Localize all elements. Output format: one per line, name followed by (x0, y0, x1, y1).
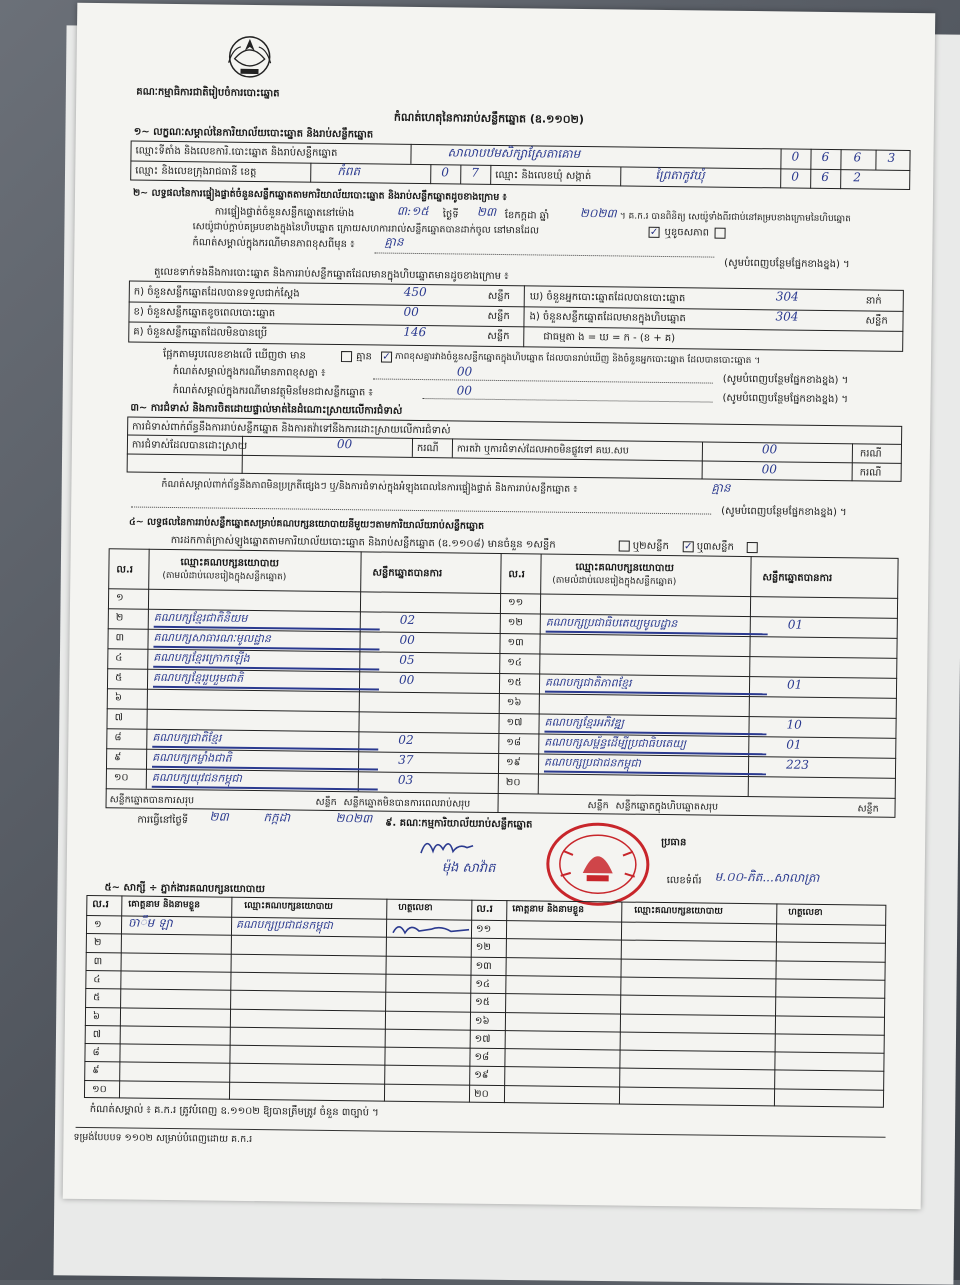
party-row-name: គណបក្សជាតិភាពខ្មែរ (544, 675, 632, 690)
witness-row-number: ៦ (92, 1010, 101, 1022)
irregularity-note-label: កំណត់សម្គាល់ពាក់ព័ន្ធនឹងភាពមិនប្រក្រតីផ្សេងៗ ឬ/និងការជំទាស់ក្នុងអំឡុងពេលនៃការផ្ទៀងផ្ទាត់ និងការរាប់សន្លឹកឆ្នោត ៖ (161, 478, 578, 495)
tally-1-checkbox[interactable] (619, 540, 630, 551)
unit-a: សន្លឹក (487, 290, 511, 303)
province-label: ឈ្មោះ និងលេខក្រុងរាជធានី ខេត្ត (135, 165, 257, 179)
province-digit-2: 7 (471, 165, 480, 180)
date-day: ២៣ (209, 809, 229, 824)
irregularity-note-value: គ្មាន (711, 480, 731, 495)
office-code-value: ម.០០-ភិត...សាលាត្រា (714, 869, 820, 885)
witness-row-number: ២ (93, 937, 102, 949)
w-col-name-right: គោត្តនាម និងនាមខ្លួន (512, 904, 585, 916)
commune-label: ឈ្មោះ និងលេខឃុំ សង្កាត់ (495, 169, 592, 183)
ballots-in-box-value: 304 (775, 309, 799, 324)
section1-heading: ១~ លក្ខណៈសម្គាល់នៃការិយាល័យបោះឆ្នោត និងរាប់សន្លឹកឆ្នោត (133, 126, 374, 141)
ballots-unused-label: គ) ចំនួនសន្លឹកឆ្នោតដែលមិនបានប្រើ (133, 326, 268, 340)
row3-value: 00 (761, 462, 778, 477)
party-row-votes: 10 (786, 717, 802, 732)
formula-text: ជាធម្មតា ង = ឃ = ក - (ខ + គ) (543, 331, 676, 345)
witness-row-number: ៧ (92, 1028, 102, 1040)
org-name: គណៈកម្មាធិការជាតិរៀបចំការបោះឆ្នោត (136, 86, 280, 100)
witness-row-number: ១ (94, 919, 102, 931)
w-col-no-left: ល.រ (92, 899, 109, 911)
witness-name: ចាឹម ឡា (128, 915, 173, 931)
party-row-votes: 223 (785, 757, 810, 772)
party-row-number: ១៦ (506, 697, 522, 709)
discrepancy-yes-checkbox[interactable] (341, 351, 352, 362)
party-row-name: គណបក្សកម្លាំងជាតិ (152, 750, 232, 765)
unit-d: នាក់ (865, 295, 882, 307)
party-row-number: ១ (116, 592, 124, 604)
verify-year: ២០២៣ (579, 205, 617, 221)
office-code-label: លេខទំព័រ (666, 875, 702, 887)
verify-line-c: ខែកក្កដា ឆ្នាំ (504, 210, 550, 222)
note2-value: 00 (456, 364, 473, 379)
w-col-party-left: ឈ្មោះគណបក្សនយោបាយ (244, 900, 333, 912)
party-row-number: ៩ (114, 752, 122, 764)
party-row-name: គណបក្សខ្មែរជាតិនិយម (153, 610, 248, 625)
discrepancy-no-label: គ្មាន (355, 351, 372, 363)
witness-row-number: ១០ (91, 1083, 107, 1095)
fill-hint-1: (សូមបំពេញបន្ថែមផ្នែកខាងខ្នង) ។ (724, 257, 850, 271)
chair-label: ប្រធាន (661, 836, 687, 849)
objections-row1: ការជំទាស់ពាក់ព័ន្ធនឹងការរាប់សន្លឹកឆ្នោត និងការតវ៉ាទៅនឹងការដោះស្រាយលើការជំទាស់ (132, 421, 451, 437)
party-row-votes: 02 (399, 612, 416, 627)
note1-value: គ្មាន (384, 234, 404, 249)
party-row-number: ៨ (114, 732, 122, 744)
party-row-number: ១០ (113, 772, 129, 784)
w-col-sign-right: ហត្ថលេខា (788, 907, 823, 918)
party-row-number: ៥ (115, 672, 123, 684)
appeal-label: ការតវ៉ា ឬការជំទាស់ដែលអាចមិនផ្លូវទៅ គឃ.សប (456, 443, 629, 457)
office-name-value: សាលាបឋមសិក្សាស្រែតាគោម (447, 145, 581, 161)
province-digit-1: 0 (441, 165, 450, 180)
col-party-left: ឈ្មោះគណបក្សនយោបាយ (180, 557, 280, 570)
col-votes-left: សន្លឹកឆ្នោតបានការ (372, 567, 443, 580)
resolved-value: 00 (336, 437, 353, 452)
voters-value: 304 (775, 289, 799, 304)
date-label: ការធ្វើនៅថ្ងៃទី (137, 814, 189, 827)
party-row-name: គណបក្សយុវជនកម្ពុជា (151, 770, 242, 785)
witness-row-number: ៨ (92, 1047, 100, 1059)
verify-line-2: សេយ៉ូជាប់ក្ដាប់គម្របខាងក្នុងនៃហិបឆ្នោត ក្រោយសហការរាល់សន្លឹកឆ្នោតបានដាក់ចូល នៅមានដែល (192, 221, 540, 237)
party-row-name: គណបក្សប្រជាជនកម្ពុជា (544, 755, 641, 770)
witness-row-number: ១៨ (474, 1051, 490, 1064)
party-row-votes: 02 (398, 732, 414, 747)
note1-label: កំណត់សម្គាល់ក្នុងករណីមានភាពខុសពីមុន ៖ (192, 237, 355, 251)
tally-2-label: ឬ២សន្លឹក (632, 540, 669, 553)
tally-sheet-line: ការដកកាត់ក្រាស់ឡូងឆ្នោតតាមការិយាល័យបោះឆ្នោត និងរាប់សន្លឹកឆ្នោត (ឧ.១១០៨) មានចំនួន ១សន្លឹក (170, 534, 556, 551)
party-row-number: ១៧ (506, 717, 523, 729)
party-row-number: ១១ (507, 597, 524, 609)
party-row-number: ៦ (114, 692, 123, 704)
party-row-votes: 00 (399, 632, 415, 647)
ballots-unused-value: 146 (403, 324, 427, 340)
office-code-digit-1: 0 (791, 149, 800, 164)
office-code-digit-4: 3 (887, 150, 896, 165)
seal-intact-checkbox[interactable]: ✓ (649, 226, 659, 238)
witness-party: គណបក្សប្រជាជនកម្ពុជា (236, 917, 333, 932)
fill-hint-3: (សូមបំពេញបន្ថែមផ្នែកខាងខ្នង) ។ (722, 392, 849, 406)
office-code-digit-2: 6 (821, 149, 830, 164)
w-col-party-right: ឈ្មោះគណបក្សនយោបាយ (634, 905, 723, 917)
party-row-votes: 03 (397, 772, 414, 787)
party-row-number: ១៨ (506, 737, 522, 749)
table-intro: តួលេខទាក់ទងនឹងការបោះឆ្នោត និងការរាប់សន្លឹកឆ្នោតដែលមានក្នុងហិបឆ្នោតមានដូចខាងក្រោម ៖ (153, 266, 509, 283)
office-name-label: ឈ្មោះទីតាំង និងលេខការិ.បោះឆ្នោត និងរាប់សន្លឹកឆ្នោត (135, 145, 338, 159)
col-party-left-sub: (តាមលំដាប់លេខរៀងក្នុងសន្លឹកឆ្នោត) (162, 570, 287, 583)
party-row-votes: 01 (786, 737, 802, 752)
appeal-value: 00 (761, 442, 778, 457)
party-row-name: គណបក្សខ្មែរក្រោកឡើង (153, 650, 250, 665)
col-no-left: ល.រ (116, 564, 133, 576)
fill-hint-4: (សូមបំពេញបន្ថែមផ្នែកខាងខ្នង) ។ (721, 505, 847, 519)
party-row-number: ១៤ (507, 657, 523, 669)
party-row-votes: 00 (399, 672, 415, 687)
party-row-name: គណបក្សសាធារណៈមូលដ្ឋាន (153, 630, 271, 646)
party-row-votes: 05 (399, 652, 415, 667)
verify-line-a: ការផ្ទៀងផ្ទាត់ចំនួនសន្លឹកឆ្នោតនៅម៉ោង (214, 206, 355, 220)
party-row-number: ២០ (505, 777, 521, 789)
witness-row-number: ១១ (475, 923, 492, 935)
ballots-spoiled-label: ខ) ចំនួនសន្លឹកឆ្នោតខូចពេលបោះឆ្នោត (133, 306, 276, 320)
party-row-number: ២ (115, 612, 124, 624)
committee-label: ៩. គណៈកម្មការិយាល័យរាប់សន្លឹកឆ្នោត (385, 817, 533, 831)
party-row-votes: 01 (787, 617, 804, 632)
verify-line-d: ។ គ.ក.រ បានពិនិត្យ សេយ៉ូទាំងពីរជាប់នៅគម្របខាងក្រោមនៃហិបឆ្នោត (619, 211, 851, 225)
witness-row-number: ៤ (93, 973, 101, 986)
national-emblem-icon (222, 29, 277, 84)
section2-heading: ២~ លទ្ធផលនៃការផ្ទៀងផ្ទាត់ចំនួនសន្លឹកឆ្នោតតាមការិយាល័យបោះឆ្នោត និងរាប់សន្លឹកឆ្នោតដូចខាងក្រោម ៖ (132, 187, 507, 204)
voters-label: ឃ) ចំនួនអ្នកបោះឆ្នោតដែលបានបោះឆ្នោត (529, 291, 686, 305)
party-row-votes: 37 (398, 752, 414, 767)
w-col-no-right: ល.រ (476, 903, 493, 915)
section5-heading: ៥~ សាក្សី ÷ ភ្នាក់ងារគណបក្សនយោបាយ (104, 882, 265, 896)
discrepancy-line-2: ភាពខុសគ្នារវាងចំនួនសន្លឹកឆ្នោតក្នុងហិបឆ្នោត ដែលបានរាប់ឃើញ និងចំនួនអ្នកបោះឆ្នោត ដែលបានបោះឆ្នោត ។ (394, 351, 761, 367)
unit-e: សន្លឹក (865, 315, 888, 327)
seal-damaged-label: ឬខូចសភាព (664, 226, 710, 239)
ballots-in-box-label: ង) ចំនួនសន្លឹកឆ្នោតដែលមានក្នុងហិបឆ្នោត (529, 311, 686, 325)
party-row-number: ១៩ (506, 757, 521, 769)
note3-value: 00 (456, 383, 472, 398)
discrepancy-no-checkbox[interactable]: ✓ (382, 351, 391, 363)
witness-row-number: ៥ (93, 992, 101, 1004)
witness-row-number: ៣ (93, 955, 103, 967)
party-row-name: គណបក្សជាតិខ្មែរ (152, 730, 222, 745)
appeal-unit: ករណី (859, 448, 882, 460)
row3-unit: ករណី (859, 467, 882, 479)
party-row-number: ៧ (114, 712, 123, 724)
footer-form-note: ទម្រង់បែបបទ ១១០២ សម្រាប់បំពេញដោយ គ.ក.រ (73, 1131, 253, 1146)
party-row-votes: 01 (786, 677, 803, 692)
col-votes-right: សន្លឹកឆ្នោតបានការ (762, 572, 833, 585)
party-row-name: គណបក្សប្រជាធិបតេយ្យមូលដ្ឋាន (545, 615, 678, 631)
tally-3-label: ឬ៣សន្លឹក (696, 541, 734, 553)
invalid-total-label: សន្លឹកឆ្នោតមិនបានការពេលរាប់សរុប (343, 797, 471, 810)
seal-damaged-checkbox[interactable] (715, 228, 726, 239)
discrepancy-line: ផ្អែកតាមរូបលេខខាងលើ ឃើញថា មាន (162, 348, 306, 362)
col-party-right-sub: (តាមលំដាប់លេខរៀងក្នុងសន្លឹកឆ្នោត) (552, 575, 677, 588)
witness-row-number: ១៧ (474, 1033, 491, 1045)
invalid-total-unit: សន្លឹក (587, 800, 609, 812)
witness-row-number: ១៤ (475, 978, 491, 990)
witness-row-number: ២០ (473, 1088, 489, 1100)
commune-digit-1: 0 (791, 169, 799, 184)
chair-signature (417, 833, 477, 860)
party-row-name: គណបក្សខ្មែររួបរួមជាតិ (153, 670, 244, 685)
party-row-number: ៣ (115, 632, 125, 644)
party-row-number: ១៥ (506, 677, 522, 689)
party-row-number: ៤ (115, 652, 123, 664)
chair-name: ម៉ុង សាវ៉ាត (441, 860, 496, 876)
section4-heading: ៤~ លទ្ធផលនៃការរាប់សន្លឹកឆ្នោតសម្រាប់គណបក្សនយោបាយនីមួយៗតាមការិយាល័យរាប់សន្លឹកឆ្នោត (128, 516, 485, 532)
valid-total-label: សន្លឹកឆ្នោតបានការសរុប (109, 794, 195, 807)
section3-heading: ៣~ ការជំទាស់ និងការចិតដោយផ្ទាល់មាត់នៃដំណោះស្រាយលើការជំទាស់ (130, 402, 403, 417)
w-col-name-left: គោត្តនាម និងនាមខ្លួន (128, 899, 201, 911)
date-year: ២០២៣ (335, 811, 373, 826)
note2-label: កំណត់សម្គាល់ក្នុងករណីមានភាពខុសគ្នា ៖ (172, 365, 326, 379)
party-row-number: ១៣ (507, 637, 524, 649)
verify-time: ៣:១៥ (396, 203, 429, 219)
witness-row-number: ១៣ (475, 960, 492, 972)
form-sheet (63, 3, 936, 1209)
resolved-label: ការជំទាស់ដែលបានដោះស្រាយ (131, 439, 248, 452)
party-row-number: ១២ (507, 617, 524, 629)
date-month: កក្កដា (263, 810, 291, 825)
party-row-name: គណបក្សខ្មែរអភិវឌ្ឍ (544, 715, 625, 730)
official-seal-icon (542, 821, 653, 908)
witness-row-number: ១៦ (474, 1015, 490, 1027)
w-col-sign-left: ហត្ថលេខា (398, 902, 433, 914)
witness-row-number: ១៩ (474, 1070, 489, 1082)
tally-3-checkbox[interactable] (747, 542, 758, 553)
valid-total-unit: សន្លឹក (315, 796, 337, 809)
witness-row-number: ៩ (92, 1065, 100, 1077)
witness-row-number: ១២ (475, 942, 492, 954)
verify-line-b: ថ្ងៃទី (442, 209, 459, 221)
col-party-right: ឈ្មោះគណបក្សនយោបាយ (575, 561, 674, 575)
party-row-name: គណបក្សសម្ព័ន្ធដើម្បីប្រជាធិបតេយ្យ (544, 735, 687, 751)
province-value: កំពត (337, 163, 361, 179)
ballots-received-value: 450 (403, 284, 427, 300)
footer-note: កំណត់សម្គាល់ ៖ គ.ក.រ ត្រូវបំពេញ ឧ.១១០២ ឱ្យបានត្រឹមត្រូវ ចំនួន ៣ច្បាប់ ។ (89, 1104, 379, 1119)
form-title: កំណត់ហេតុនៃការរាប់សន្លឹកឆ្នោត (ឧ.១១០២) (393, 110, 584, 127)
col-no-right: ល.រ (508, 569, 525, 581)
commune-digit-2: 6 (821, 169, 829, 184)
verify-day: ២៣ (476, 204, 497, 219)
unit-b: សន្លឹក (487, 310, 510, 323)
note3-label: កំណត់សម្គាល់ក្នុងករណីមានវត្ថុមិនមែនជាសន្លឹកឆ្នោត ៖ (172, 384, 373, 399)
commune-value: ព្រៃតាកូវឃុំ (655, 167, 705, 183)
ballots-received-label: ក) ចំនួនសន្លឹកឆ្នោតដែលបានទទួលជាក់ស្ដែង (133, 286, 300, 300)
office-code-digit-3: 6 (853, 150, 862, 165)
fill-hint-2: (សូមបំពេញបន្ថែមផ្នែកខាងខ្នង) ។ (722, 373, 849, 387)
box-total-unit: សន្លឹក (857, 803, 879, 815)
box-total-label: សន្លឹកឆ្នោតក្នុងហិបឆ្នោតសរុប (615, 800, 719, 813)
tally-2-checkbox[interactable]: ✓ (683, 541, 693, 553)
witness-row-number: ១៥ (475, 996, 490, 1009)
unit-c: សន្លឹក (487, 330, 510, 343)
ballots-spoiled-value: 00 (403, 304, 419, 319)
resolved-unit: ករណី (416, 442, 439, 455)
commune-digit-3: 2 (853, 170, 861, 185)
